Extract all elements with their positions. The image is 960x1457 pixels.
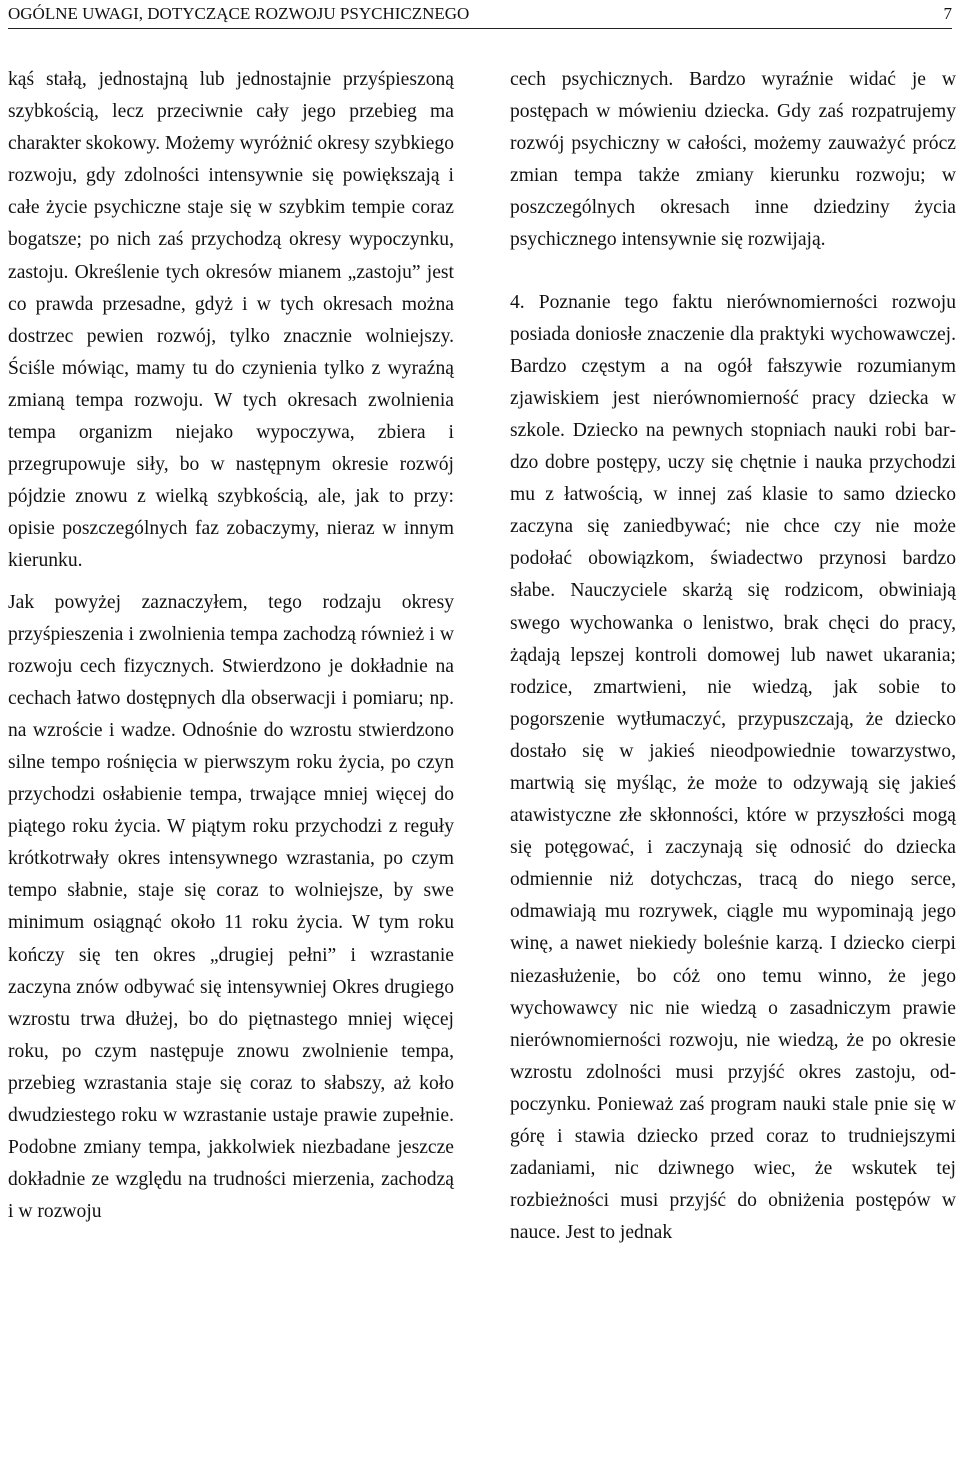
left-column: [8, 64, 454, 1228]
page-header: [8, 0, 952, 29]
paragraph: Jak powyżej zaznaczyłem, tego rodzaju okresy przyśpieszenia i zwolnienia tempa zachodzą również i w rozwoju cech fizycznych. Stwierdzono je dokładnie na cechach łatwo dostępnych dla obserwacji i pomiaru; np. na wzroście i wadze. Odnośnie do wzrostu stwierdzono silne tempo rośnięcia w pierwszym roku życia, po czyn przychodzi osłabienie tempa, trwające mniej więcej do piątego roku życia. W piątym roku przychodzi z reguły krótkotrwały okres intensywnego wzrastania, po czym tempo słabnie, staje się coraz to wolniejsze, by swe minimum osiągnąć około 11 roku życia. W tym roku kończy się ten okres „drugiej pełni” i wzrastanie zaczyna znów odbywać się intensywniej Okres drugiego wzrostu trwa dłużej, bo do piętnastego mniej więcej roku, po czym następuje znowu zwolnienie tempa, przebieg wzrastania staje się coraz to słabszy, aż koło dwudziestego roku w wzrastanie ustaje prawie zupełnie. Podobne zmiany tempa, jakkolwiek niezbadane jeszcze dokładnie ze względu na trudności mierzenia, zachodzą i w rozwoju: [8, 591, 454, 1223]
right-column: [510, 64, 956, 1249]
numbered-paragraph: 4. Poznanie tego faktu nierównomierności rozwoju posiada doniosłe znaczenie dla praktyki wychowawczej. Bardzo częstym a na ogół fałszywie rozumianym zjawiskiem jest nierównomierność pracy dziecka w szkole. Dziecko na pewnych stopniach nauki robi bardzo dobre postępy, uczy się chętnie i nauka przychodzi mu z łatwością, w innej zaś klasie to samo dziecko zaczyna się zaniedbywać; nie chce czy nie może podołać obowiązkom, świadectwo przynosi bardzo słabe. Nauczyciele skarżą się rodzicom, obwiniają swego wychowanka o lenistwo, brak chęci do pracy, żądają lepszej kontroli domowej lub nawet ukarania; rodzice, zmartwieni, nie wiedzą, jak sobie to pogorszenie wytłumaczyć, przypuszczają, że dziecko dostało się w jakieś nieodpowiednie towarzystwo, martwią się myśląc, że może to odzywają się jakieś atawistyczne złe skłonności, które w przyszłości mogą się potęgować, i zaczynają się odnosić do dziecka odmiennie niż dotychczas, tracą do niego serce, odmawiają mu rozrywek, ciągle mu wypominają jego winę, a nawet niekiedy boleśnie karzą. I dziecko cierpi niezasłużenie, bo cóż ono temu winno, że jego wychowawcy nic nie wiedzą o zasadniczym prawie nierównomierności rozwoju, nie wiedzą, że po okresie wzrostu zdolności musi przyjść okres zastoju, odpoczynku. Ponieważ zaś program nauki stale pnie się w górę i stawia dziecko przed coraz to trudniejszymi zadaniami, nic dziwnego wiec, że wskutek tej rozbieżności musi przyjść do obniżenia postępów w nauce. Jest to jednak: [510, 291, 956, 1244]
paragraph: kąś stałą, jednostajną lub jednostajnie przyśpieszoną szybkością, lecz przeciwnie cały jego przebieg ma charakter skokowy. Możemy wyróżnić okresy szybkiego rozwoju, gdy zdolności intensywnie się powiększają i całe życie psychiczne staje się w szybkim tempie coraz bogatsze; po nich zaś przychodzą okresy wypoczynku, zastoju. Określenie tych okresów mianem „zastoju” jest co prawda przesadne, gdyż i w tych okresach można dostrzec pewien rozwój, tylko znacznie wolniejszy. Ściśle mówiąc, mamy tu do czynienia tylko z wyraźną zmianą tempa rozwoju. W tych okresach zwolnienia tempa organizm niejako wypoczywa, zbiera i przegrupowuje siły, bo w następnym okresie rozwój pójdzie znowu z wielką szybkością, ale, jak to przy: opisie poszczególnych faz zobaczymy, nieraz w innym kierunku.: [8, 69, 454, 572]
page-number: 7: [943, 4, 952, 23]
paragraph: cech psychicznych. Bardzo wyraźnie widać je w postępach w mówieniu dziecka. Gdy zaś rozpatrujemy rozwój psychiczny w całości, możemy zauważyć prócz zmian tempa także zmiany kierunku rozwoju; w poszczególnych okresach inne dziedziny życia psychicznego intensywnie się rozwijają.: [510, 69, 956, 251]
running-title: OGÓLNE UWAGI, DOTYCZĄCE ROZWOJU PSYCHICZNEGO: [8, 4, 470, 23]
